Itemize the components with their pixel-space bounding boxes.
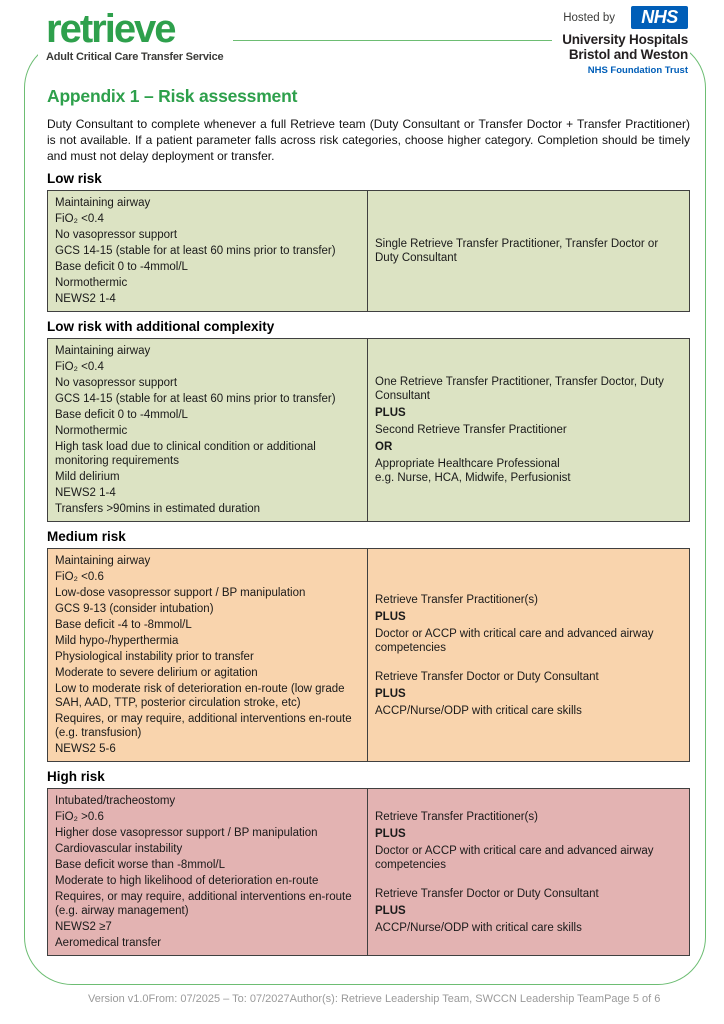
high-risk-criteria-cell [48, 789, 368, 955]
criteria-item: NEWS2 5-6 [55, 743, 116, 755]
footer-authors: Author(s): Retrieve Leadership Team, SWCCN Leadership Team [289, 993, 605, 1005]
retrieve-logo-text: retrieve [46, 7, 175, 51]
criteria-item: FiO₂ <0.6 [55, 571, 104, 583]
criteria-item: No vasopressor support [55, 229, 178, 241]
staffing-item: Doctor or ACCP with critical care and advanced airway competencies [375, 844, 654, 871]
criteria-item: Normothermic [55, 425, 128, 437]
staffing-item-example: e.g. Nurse, HCA, Midwife, Perfusionist [375, 472, 571, 484]
low-risk-complexity-staffing-cell [368, 339, 689, 521]
trust-name-line2: Bristol and Weston [568, 47, 688, 62]
staffing-item: Retrieve Transfer Doctor or Duty Consultant [375, 887, 599, 900]
staffing-connector-plus: PLUS [375, 904, 406, 917]
low-risk-complexity-criteria-cell [48, 339, 368, 521]
criteria-item: Cardiovascular instability [55, 843, 183, 855]
criteria-item: GCS 9-13 (consider intubation) [55, 603, 214, 615]
section-heading-low-risk-complexity: Low risk with additional complexity [47, 319, 275, 334]
nhs-logo: NHS [631, 6, 688, 29]
criteria-item: FiO₂ <0.4 [55, 213, 104, 225]
criteria-item: Base deficit -4 to -8mmol/L [55, 619, 192, 631]
staffing-item: Single Retrieve Transfer Practitioner, Transfer Doctor or Duty Consultant [375, 238, 659, 264]
criteria-item: NEWS2 ≥7 [55, 921, 112, 933]
criteria-item: Base deficit worse than -8mmol/L [55, 859, 226, 871]
criteria-item: Aeromedical transfer [55, 937, 162, 949]
criteria-item: Moderate to high likelihood of deterioration en-route [55, 875, 319, 887]
retrieve-logo [38, 4, 233, 67]
staffing-item: Second Retrieve Transfer Practitioner [375, 424, 567, 436]
criteria-item: FiO₂ >0.6 [55, 811, 104, 823]
footer-validity-dates: From: 07/2025 – To: 07/2027 [148, 993, 290, 1005]
low-risk-staffing-cell [368, 191, 689, 311]
criteria-item: GCS 14-15 (stable for at least 60 mins prior to transfer) [55, 393, 336, 405]
criteria-item: Physiological instability prior to transfer [55, 651, 254, 663]
hosted-by-label: Hosted by [563, 11, 615, 24]
retrieve-tagline: Adult Critical Care Transfer Service [46, 51, 224, 63]
criteria-item: NEWS2 1-4 [55, 293, 116, 305]
criteria-item: Low to moderate risk of deterioration en-route (low grade SAH, AAD, TTP, posterior circulation stroke, etc) [55, 683, 345, 709]
low-risk-complexity-table [47, 338, 690, 522]
medium-risk-table [47, 548, 690, 762]
high-risk-staffing-cell [368, 789, 689, 955]
intro-paragraph: Duty Consultant to complete whenever a full Retrieve team (Duty Consultant or Transfer Doctor + Transfer Practitioner) is not available. If a patient parameter falls across risk categories, choose higher category. Completion should be timely and must not delay deployment or transfer. [47, 117, 690, 163]
criteria-item: Requires, or may require, additional interventions en-route (e.g. transfusion) [55, 713, 352, 739]
trust-name-line1: University Hospitals [562, 32, 688, 47]
criteria-item: NEWS2 1-4 [55, 487, 116, 499]
criteria-item: GCS 14-15 (stable for at least 60 mins prior to transfer) [55, 245, 336, 257]
criteria-item: Transfers >90mins in estimated duration [55, 503, 261, 515]
criteria-item: Base deficit 0 to -4mmol/L [55, 409, 188, 421]
staffing-option-divider [375, 875, 681, 887]
hosted-by-row [562, 6, 688, 29]
low-risk-criteria-cell [48, 191, 368, 311]
criteria-item: Higher dose vasopressor support / BP manipulation [55, 827, 318, 839]
staffing-option-divider [375, 658, 681, 670]
staffing-item: Retrieve Transfer Practitioner(s) [375, 810, 538, 823]
staffing-item: Retrieve Transfer Practitioner(s) [375, 593, 538, 606]
page-title: Appendix 1 – Risk assessment [47, 86, 298, 106]
criteria-item: Intubated/tracheostomy [55, 795, 176, 807]
high-risk-table [47, 788, 690, 956]
footer-version: Version v1.0 [88, 993, 149, 1005]
criteria-item: Maintaining airway [55, 197, 151, 209]
criteria-item: Normothermic [55, 277, 128, 289]
staffing-connector-plus: PLUS [375, 610, 406, 623]
document-footer [88, 993, 661, 1005]
trust-subtitle: NHS Foundation Trust [587, 65, 688, 76]
section-heading-low-risk: Low risk [47, 171, 102, 186]
staffing-connector-plus: PLUS [375, 827, 406, 840]
staffing-item: ACCP/Nurse/ODP with critical care skills [375, 704, 582, 717]
medium-risk-criteria-cell [48, 549, 368, 761]
criteria-item: Maintaining airway [55, 345, 151, 357]
criteria-item: Low-dose vasopressor support / BP manipulation [55, 587, 306, 599]
medium-risk-staffing-cell [368, 549, 689, 761]
footer-page-number: Page 5 of 6 [604, 993, 661, 1005]
document-body [47, 86, 690, 956]
criteria-item: Maintaining airway [55, 555, 151, 567]
staffing-item: One Retrieve Transfer Practitioner, Transfer Doctor, Duty Consultant [375, 376, 664, 402]
staffing-item: Doctor or ACCP with critical care and advanced airway competencies [375, 627, 654, 654]
section-heading-medium-risk: Medium risk [47, 529, 126, 544]
criteria-item: Mild hypo-/hyperthermia [55, 635, 179, 647]
criteria-item: High task load due to clinical condition or additional monitoring requirements [55, 441, 316, 467]
criteria-item: FiO₂ <0.4 [55, 361, 104, 373]
section-heading-high-risk: High risk [47, 769, 105, 784]
staffing-connector-plus: PLUS [375, 407, 406, 419]
staffing-connector-or: OR [375, 441, 393, 453]
criteria-item: No vasopressor support [55, 377, 178, 389]
staffing-item: ACCP/Nurse/ODP with critical care skills [375, 921, 582, 934]
staffing-item: Appropriate Healthcare Professional [375, 458, 560, 470]
criteria-item: Moderate to severe delirium or agitation [55, 667, 258, 679]
low-risk-table [47, 190, 690, 312]
criteria-item: Mild delirium [55, 471, 120, 483]
staffing-connector-plus: PLUS [375, 687, 406, 700]
criteria-item: Requires, or may require, additional interventions en-route (e.g. airway management) [55, 891, 352, 917]
nhs-hosted-block [552, 2, 690, 80]
staffing-item: Retrieve Transfer Doctor or Duty Consultant [375, 670, 599, 683]
criteria-item: Base deficit 0 to -4mmol/L [55, 261, 188, 273]
